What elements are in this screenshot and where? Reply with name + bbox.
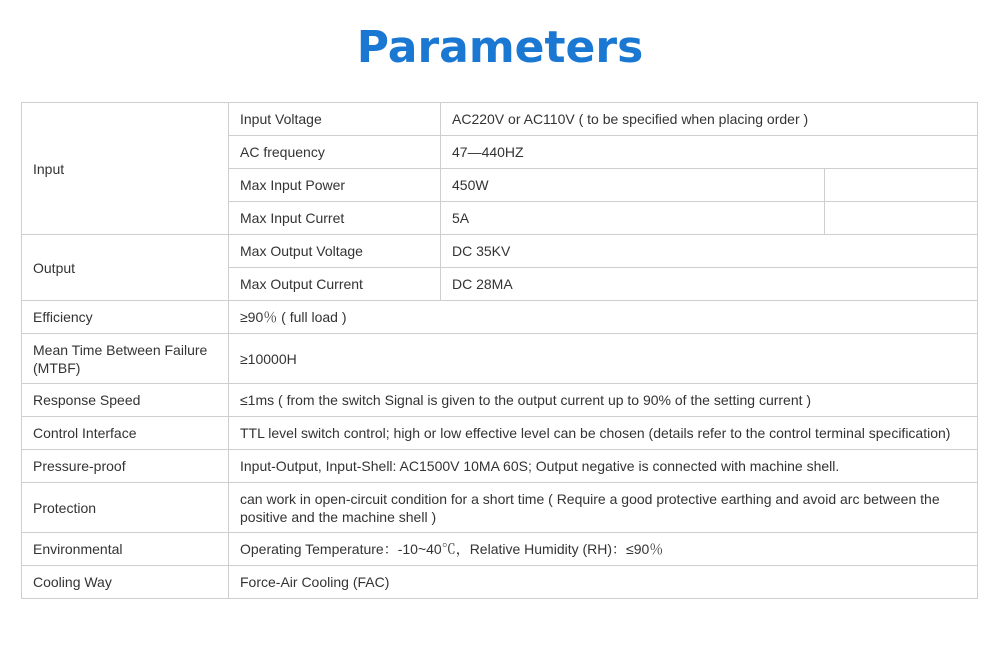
spec-name: Protection bbox=[22, 483, 229, 533]
spec-name: Environmental bbox=[22, 533, 229, 566]
spec-name: Control Interface bbox=[22, 417, 229, 450]
param-name: Max Input Power bbox=[229, 169, 441, 202]
param-value: 5A bbox=[441, 202, 825, 235]
table-row bbox=[22, 384, 978, 417]
page-title: Parameters bbox=[356, 22, 644, 73]
empty-cell bbox=[825, 202, 978, 235]
spec-value: Operating Temperature：-10~40℃，Relative Humidity (RH)：≤90％ bbox=[229, 533, 978, 566]
empty-cell bbox=[825, 169, 978, 202]
param-name: Max Output Voltage bbox=[229, 235, 441, 268]
table-row bbox=[22, 483, 978, 533]
group-label-input: Input bbox=[22, 103, 229, 235]
param-name: Input Voltage bbox=[229, 103, 441, 136]
param-value: DC 28MA bbox=[441, 268, 978, 301]
param-value: 450W bbox=[441, 169, 825, 202]
spec-value: can work in open-circuit condition for a short time ( Require a good protective earthing and avoid arc between the positive and the machine shell ) bbox=[229, 483, 978, 533]
spec-name: Efficiency bbox=[22, 301, 229, 334]
param-name: Max Input Curret bbox=[229, 202, 441, 235]
param-value: AC220V or AC110V ( to be specified when placing order ) bbox=[441, 103, 978, 136]
table-row bbox=[22, 235, 978, 268]
spec-name: Response Speed bbox=[22, 384, 229, 417]
group-label-output: Output bbox=[22, 235, 229, 301]
parameters-table bbox=[21, 102, 978, 599]
spec-value: Force-Air Cooling (FAC) bbox=[229, 566, 978, 599]
spec-name: Mean Time Between Failure (MTBF) bbox=[22, 334, 229, 384]
param-name: Max Output Current bbox=[229, 268, 441, 301]
spec-name: Pressure-proof bbox=[22, 450, 229, 483]
table-row bbox=[22, 301, 978, 334]
table-row bbox=[22, 334, 978, 384]
param-name: AC frequency bbox=[229, 136, 441, 169]
spec-value: ≥90％ ( full load ) bbox=[229, 301, 978, 334]
spec-value: TTL level switch control; high or low effective level can be chosen (details refer to the control terminal specification) bbox=[229, 417, 978, 450]
param-value: 47—440HZ bbox=[441, 136, 978, 169]
table-row bbox=[22, 450, 978, 483]
spec-value: Input-Output, Input-Shell: AC1500V 10MA 60S; Output negative is connected with machine shell. bbox=[229, 450, 978, 483]
table-row bbox=[22, 417, 978, 450]
spec-value: ≤1ms ( from the switch Signal is given to the output current up to 90% of the setting current ) bbox=[229, 384, 978, 417]
spec-name: Cooling Way bbox=[22, 566, 229, 599]
table-row bbox=[22, 566, 978, 599]
param-value: DC 35KV bbox=[441, 235, 978, 268]
spec-value: ≥10000H bbox=[229, 334, 978, 384]
table-row bbox=[22, 103, 978, 136]
table-row bbox=[22, 533, 978, 566]
